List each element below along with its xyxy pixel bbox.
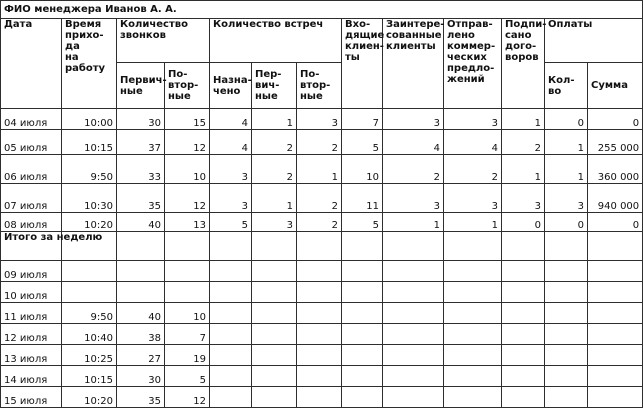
calls-primary: [117, 282, 165, 303]
proposals-sent: 3: [444, 184, 502, 213]
proposals-sent: [444, 282, 502, 303]
header-line: дого-: [505, 41, 537, 52]
table-row: [1, 184, 643, 213]
calls-repeat: 12: [165, 130, 210, 155]
meetings-repeat: [297, 282, 342, 303]
calls-primary: 27: [117, 345, 165, 366]
meetings-scheduled: [210, 387, 252, 408]
incoming-clients: [342, 282, 383, 303]
payments-count: [545, 387, 588, 408]
calls-repeat: 10: [165, 303, 210, 324]
header-interested-clients: [383, 19, 444, 109]
header-meetings-scheduled: [210, 63, 252, 109]
header-line: Вхо-: [345, 19, 371, 30]
header-line: Подпи-: [505, 19, 547, 30]
arrival-time: [62, 261, 117, 282]
meetings-repeat: [297, 345, 342, 366]
calls-primary: 37: [117, 130, 165, 155]
payments-count: [545, 303, 588, 324]
payments-count: [545, 345, 588, 366]
meetings-repeat: 2: [297, 213, 342, 232]
header-line: Оплаты: [548, 19, 593, 30]
calls-repeat: 7: [165, 324, 210, 345]
table-row: [1, 282, 643, 303]
header-calls: [117, 19, 210, 63]
table-row: [1, 366, 643, 387]
proposals-sent: 3: [444, 109, 502, 130]
calls-primary: [117, 261, 165, 282]
table-row: [1, 109, 643, 130]
meetings-primary: [252, 261, 297, 282]
row-date: 04 июля: [1, 109, 62, 130]
proposals-sent: [444, 366, 502, 387]
header-payments-sum: [588, 63, 643, 109]
header-line: Первич-: [120, 74, 167, 86]
payments-count: 3: [545, 184, 588, 213]
row-date: 11 июля: [1, 303, 62, 324]
calls-repeat: 19: [165, 345, 210, 366]
interested-clients: 3: [383, 184, 444, 213]
meetings-repeat: 3: [297, 109, 342, 130]
header-proposals-sent: [444, 19, 502, 109]
header-line: лено: [447, 30, 475, 41]
header-line: втор-: [168, 80, 199, 91]
table-row: [1, 345, 643, 366]
header-line: По-: [168, 69, 188, 80]
header-line: на: [65, 52, 79, 63]
meetings-scheduled: [210, 345, 252, 366]
arrival-time: 9:50: [62, 155, 117, 184]
header-line: жений: [447, 74, 485, 85]
calls-primary: 38: [117, 324, 165, 345]
meetings-scheduled: [210, 261, 252, 282]
meetings-primary: [252, 366, 297, 387]
proposals-sent: 2: [444, 155, 502, 184]
header-line: Назна-: [213, 74, 252, 86]
incoming-clients: [342, 232, 383, 261]
payments-count: 1: [545, 155, 588, 184]
payments-sum: 940 000: [588, 184, 643, 213]
header-meetings: [210, 19, 342, 63]
header-line: ты: [345, 52, 360, 63]
meetings-scheduled: 3: [210, 155, 252, 184]
calls-primary: 35: [117, 184, 165, 213]
payments-sum: [588, 387, 643, 408]
header-calls-primary: [117, 63, 165, 109]
row-date: 09 июля: [1, 261, 62, 282]
proposals-sent: [444, 387, 502, 408]
header-line: во: [548, 85, 562, 97]
header-line: сано: [505, 30, 532, 41]
row-date: 10 июля: [1, 282, 62, 303]
incoming-clients: 10: [342, 155, 383, 184]
arrival-time: 10:25: [62, 345, 117, 366]
header-line: да: [65, 41, 80, 52]
contracts-signed: 2: [502, 130, 545, 155]
calls-primary: 40: [117, 213, 165, 232]
payments-count: [545, 324, 588, 345]
interested-clients: 2: [383, 155, 444, 184]
meetings-repeat: [297, 366, 342, 387]
header-line: клиен-: [345, 41, 384, 52]
incoming-clients: [342, 387, 383, 408]
row-date: 08 июля: [1, 213, 62, 232]
contracts-signed: 0: [502, 213, 545, 232]
interested-clients: 1: [383, 213, 444, 232]
meetings-primary: 2: [252, 155, 297, 184]
weekly-total-row: [1, 232, 643, 261]
meetings-repeat: [297, 303, 342, 324]
meetings-scheduled: [210, 366, 252, 387]
row-date: 12 июля: [1, 324, 62, 345]
row-date: 06 июля: [1, 155, 62, 184]
payments-sum: 360 000: [588, 155, 643, 184]
interested-clients: [383, 282, 444, 303]
header-line: клиенты: [386, 41, 436, 52]
header-line: Отправ-: [447, 19, 493, 30]
table-row: [1, 155, 643, 184]
contracts-signed: 1: [502, 109, 545, 130]
meetings-repeat: [297, 324, 342, 345]
interested-clients: [383, 345, 444, 366]
header-line: сованные: [386, 30, 442, 41]
header-meetings-repeat: [297, 63, 342, 109]
interested-clients: [383, 303, 444, 324]
meetings-primary: [252, 232, 297, 261]
row-date: 15 июля: [1, 387, 62, 408]
incoming-clients: 5: [342, 130, 383, 155]
row-date: 13 июля: [1, 345, 62, 366]
header-line: воров: [505, 52, 539, 63]
header-line: Время: [65, 19, 102, 30]
proposals-sent: [444, 232, 502, 261]
header-line: По-: [300, 69, 320, 80]
meetings-primary: [252, 282, 297, 303]
header-meetings-primary: [252, 63, 297, 109]
weekly-total-label: Итого за неделю: [1, 232, 62, 261]
header-date: [1, 19, 62, 109]
meetings-repeat: [297, 232, 342, 261]
meetings-repeat: 1: [297, 155, 342, 184]
meetings-scheduled: 3: [210, 184, 252, 213]
table-row: [1, 303, 643, 324]
header-incoming-clients: [342, 19, 383, 109]
calls-primary: 30: [117, 109, 165, 130]
arrival-time: 9:50: [62, 303, 117, 324]
arrival-time: 10:15: [62, 366, 117, 387]
proposals-sent: 1: [444, 213, 502, 232]
payments-count: [545, 261, 588, 282]
row-date: 14 июля: [1, 366, 62, 387]
payments-sum: 0: [588, 109, 643, 130]
contracts-signed: 3: [502, 184, 545, 213]
header-row-1: [1, 19, 643, 63]
arrival-time: [62, 282, 117, 303]
meetings-repeat: [297, 261, 342, 282]
payments-count: 1: [545, 130, 588, 155]
calls-repeat: 5: [165, 366, 210, 387]
calls-repeat: 10: [165, 155, 210, 184]
proposals-sent: [444, 303, 502, 324]
header-line: прихо-: [65, 30, 104, 41]
meetings-primary: 3: [252, 213, 297, 232]
interested-clients: [383, 324, 444, 345]
contracts-signed: [502, 232, 545, 261]
table-row: [1, 261, 643, 282]
proposals-sent: [444, 345, 502, 366]
incoming-clients: [342, 261, 383, 282]
meetings-primary: 1: [252, 109, 297, 130]
contracts-signed: 1: [502, 155, 545, 184]
meetings-repeat: [297, 387, 342, 408]
table-row: [1, 213, 643, 232]
payments-sum: [588, 366, 643, 387]
calls-repeat: [165, 261, 210, 282]
header-line: дящие: [345, 30, 385, 41]
header-line: работу: [65, 63, 106, 74]
incoming-clients: [342, 303, 383, 324]
arrival-time: 10:20: [62, 387, 117, 408]
calls-primary: [117, 232, 165, 261]
header-line: Количество встреч: [213, 19, 324, 30]
header-line: Дата: [4, 19, 33, 30]
header-line: Пер-: [255, 69, 282, 80]
payments-sum: [588, 282, 643, 303]
header-line: вич-: [255, 80, 280, 91]
incoming-clients: [342, 324, 383, 345]
interested-clients: [383, 387, 444, 408]
header-line: ческих: [447, 52, 487, 63]
meetings-scheduled: [210, 303, 252, 324]
calls-primary: 33: [117, 155, 165, 184]
payments-sum: [588, 345, 643, 366]
payments-count: [545, 232, 588, 261]
contracts-signed: [502, 366, 545, 387]
proposals-sent: [444, 261, 502, 282]
header-line: предло-: [447, 63, 495, 74]
header-arrival-time: [62, 19, 117, 109]
meetings-primary: [252, 387, 297, 408]
header-contracts-signed: [502, 19, 545, 109]
calls-primary: 30: [117, 366, 165, 387]
incoming-clients: 7: [342, 109, 383, 130]
table-row: [1, 130, 643, 155]
header-line: ные: [120, 85, 143, 97]
meetings-primary: [252, 324, 297, 345]
calls-repeat: 12: [165, 184, 210, 213]
arrival-time: 10:00: [62, 109, 117, 130]
payments-sum: [588, 303, 643, 324]
calls-repeat: 13: [165, 213, 210, 232]
row-date: 07 июля: [1, 184, 62, 213]
header-payments-count: [545, 63, 588, 109]
table-row: [1, 324, 643, 345]
contracts-signed: [502, 303, 545, 324]
calls-repeat: [165, 282, 210, 303]
meetings-scheduled: 4: [210, 130, 252, 155]
calls-primary: 40: [117, 303, 165, 324]
header-line: Количество: [120, 19, 188, 30]
header-line: втор-: [300, 80, 331, 91]
interested-clients: 4: [383, 130, 444, 155]
arrival-time: 10:20: [62, 213, 117, 232]
header-line: ные: [300, 91, 323, 102]
incoming-clients: [342, 345, 383, 366]
arrival-time: 10:40: [62, 324, 117, 345]
meetings-scheduled: [210, 232, 252, 261]
payments-count: 0: [545, 109, 588, 130]
calls-repeat: 15: [165, 109, 210, 130]
payments-sum: [588, 261, 643, 282]
payments-count: [545, 282, 588, 303]
title-row: [1, 1, 643, 19]
incoming-clients: 11: [342, 184, 383, 213]
incoming-clients: 5: [342, 213, 383, 232]
meetings-primary: 1: [252, 184, 297, 213]
header-line: чено: [213, 85, 241, 97]
table-row: [1, 387, 643, 408]
meetings-repeat: 2: [297, 130, 342, 155]
calls-repeat: [165, 232, 210, 261]
contracts-signed: [502, 261, 545, 282]
arrival-time: 10:15: [62, 130, 117, 155]
contracts-signed: [502, 345, 545, 366]
incoming-clients: [342, 366, 383, 387]
arrival-time: 10:30: [62, 184, 117, 213]
meetings-repeat: 2: [297, 184, 342, 213]
interested-clients: [383, 261, 444, 282]
contracts-signed: [502, 324, 545, 345]
meetings-scheduled: 5: [210, 213, 252, 232]
interested-clients: [383, 232, 444, 261]
header-line: Заинтере-: [386, 19, 445, 30]
contracts-signed: [502, 387, 545, 408]
payments-sum: 255 000: [588, 130, 643, 155]
meetings-primary: [252, 303, 297, 324]
proposals-sent: 4: [444, 130, 502, 155]
interested-clients: [383, 366, 444, 387]
header-line: Сумма: [591, 80, 628, 91]
header-line: ные: [255, 91, 278, 102]
payments-count: [545, 366, 588, 387]
report-title: ФИО менеджера Иванов А. А.: [1, 1, 643, 19]
header-payments: [545, 19, 643, 63]
header-line: ные: [168, 91, 191, 102]
meetings-scheduled: [210, 282, 252, 303]
payments-sum: [588, 232, 643, 261]
header-line: Кол-: [548, 74, 575, 86]
meetings-scheduled: [210, 324, 252, 345]
calls-primary: 35: [117, 387, 165, 408]
calls-repeat: 12: [165, 387, 210, 408]
meetings-primary: [252, 345, 297, 366]
payments-sum: [588, 324, 643, 345]
header-calls-repeat: [165, 63, 210, 109]
meetings-primary: 2: [252, 130, 297, 155]
interested-clients: 3: [383, 109, 444, 130]
payments-count: 0: [545, 213, 588, 232]
header-line: коммер-: [447, 41, 496, 52]
contracts-signed: [502, 282, 545, 303]
payments-sum: 0: [588, 213, 643, 232]
row-date: 05 июля: [1, 130, 62, 155]
header-line: звонков: [120, 30, 166, 41]
proposals-sent: [444, 324, 502, 345]
meetings-scheduled: 4: [210, 109, 252, 130]
